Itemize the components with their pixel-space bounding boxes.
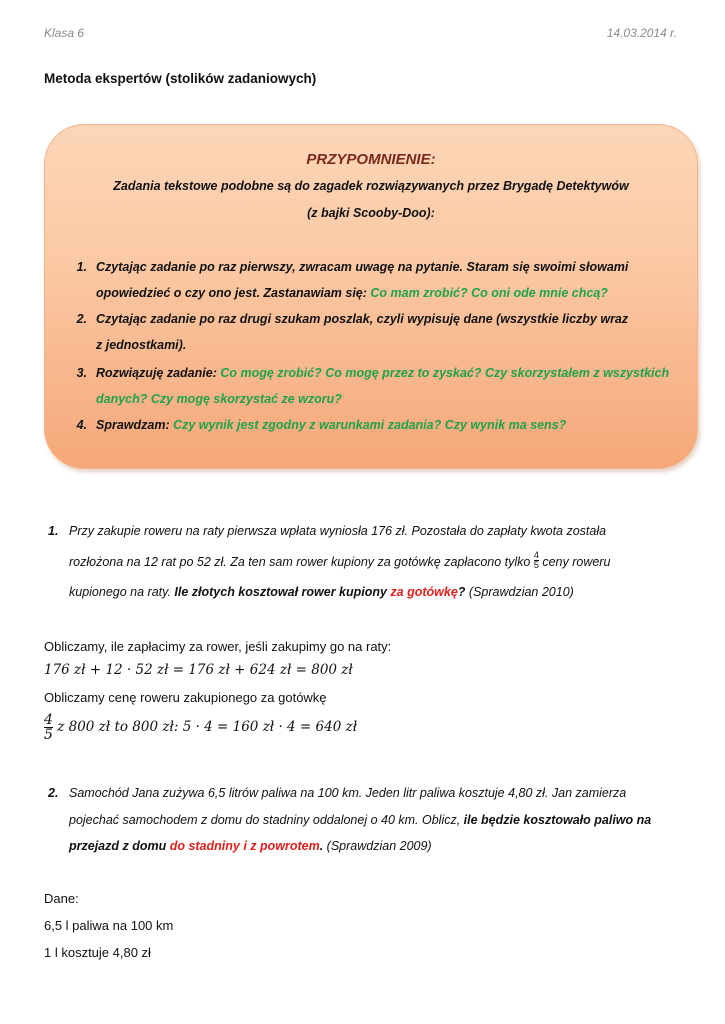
reminder-item-2-number: 2.: [76, 312, 87, 326]
reminder-item-3-question: Co mogę zrobić? Co mogę przez to zyskać? Czy skorzystałem z wszystkich: [220, 366, 670, 380]
task-2-line1: Samochód Jana zużywa 6,5 litrów paliwa na 100 km. Jeden litr paliwa kosztuje 4,80 zł. Jan zamierza: [69, 786, 627, 800]
solution-1-fraction: [44, 713, 53, 742]
task-1-line2-end: ceny roweru: [538, 555, 611, 569]
task-1-question: Ile złotych kosztował rower kupiony: [174, 585, 391, 599]
reminder-item-1-number: 1.: [76, 260, 87, 274]
reminder-item-1-line2: [96, 280, 608, 306]
date-label: 14.03.2014 r.: [606, 26, 677, 40]
solution-1-equation2: [44, 713, 357, 742]
page-title: Metoda ekspertów (stolików zadaniowych): [44, 71, 317, 86]
reminder-item-1-text: opowiedzieć o czy ono jest. Zastanawiam się:: [96, 286, 371, 300]
solution-1-equation1: 176 zł + 12 · 52 zł = 176 zł + 624 zł = 800 zł: [44, 662, 353, 678]
reminder-intro-line2: (z bajki Scooby-Doo):: [307, 206, 435, 220]
class-label: Klasa 6: [44, 26, 85, 40]
solution-1-text1: Obliczamy, ile zapłacimy za rower, jeśli zakupimy go na raty:: [44, 639, 392, 654]
task-2-question-end: .: [319, 839, 324, 853]
task-2-source: (Sprawdzian 2009): [323, 839, 432, 853]
task-2-line2-text: pojechać samochodem z domu do stadniny oddalonej o 40 km. Oblicz,: [69, 813, 464, 827]
task-1-question-mark: ?: [457, 585, 466, 599]
reminder-item-3-line2: danych? Czy mogę skorzystać ze wzoru?: [96, 392, 342, 406]
task-1-line3-text: kupionego na raty.: [69, 585, 175, 599]
task-1-question-highlight: za gotówkę: [390, 585, 458, 599]
reminder-item-3-label: Rozwiązuję zadanie:: [96, 366, 221, 380]
reminder-intro-line1: Zadania tekstowe podobne są do zagadek rozwiązywanych przez Brygadę Detektywów: [113, 179, 629, 193]
reminder-item-3-number: 3.: [76, 366, 87, 380]
reminder-heading: PRZYPOMNIENIE:: [306, 151, 436, 168]
reminder-item-2-line1: Czytając zadanie po raz drugi szukam poszlak, czyli wypisuję dane (wszystkie liczby wraz: [96, 312, 629, 326]
task-1-line2-text: rozłożona na 12 rat po 52 zł. Za ten sam rower kupiony za gotówkę zapłacono tylko: [69, 555, 534, 569]
fraction-denominator: 5: [44, 727, 53, 743]
task-2-question-highlight: do stadniny i z powrotem: [169, 839, 320, 853]
task-1-line2: [69, 549, 610, 575]
given-line1: 6,5 l paliwa na 100 km: [44, 918, 174, 933]
task-2-question-cont: przejazd z domu: [69, 839, 170, 853]
task-1-line1: Przy zakupie roweru na raty pierwsza wpłata wyniosła 176 zł. Pozostała do zapłaty kwota została: [69, 524, 607, 538]
solution-1-text2: Obliczamy cenę roweru zakupionego za gotówkę: [44, 690, 327, 705]
task-1-number: 1.: [48, 524, 59, 538]
reminder-item-4-label: Sprawdzam:: [96, 418, 174, 432]
task-2-number: 2.: [48, 786, 59, 800]
given-line2: 1 l kosztuje 4,80 zł: [44, 945, 151, 960]
reminder-item-4-question: Czy wynik jest zgodny z warunkami zadania? Czy wynik ma sens?: [173, 418, 567, 432]
given-label: Dane:: [44, 891, 79, 906]
fraction-denominator: 5: [533, 560, 539, 571]
solution-1-equation2-text: z 800 zł to 800 zł: 5 · 4 = 160 zł · 4 = 640 zł: [52, 719, 358, 735]
task-1-line3: [69, 579, 574, 605]
fraction-numerator: 4: [533, 550, 539, 561]
reminder-item-2-line2: z jednostkami).: [96, 338, 187, 352]
task-2-line2: [69, 807, 651, 833]
reminder-item-3-line1: [96, 360, 669, 386]
reminder-item-4-number: 4.: [76, 418, 87, 432]
reminder-item-1-question: Co mam zrobić? Co oni ode mnie chcą?: [370, 286, 608, 300]
reminder-item-4-line1: [96, 412, 566, 438]
task-1-source: (Sprawdzian 2010): [465, 585, 574, 599]
fraction-numerator: 4: [44, 712, 53, 728]
task-2-line3: [69, 833, 432, 859]
reminder-box: [44, 124, 698, 469]
reminder-item-1-line1: Czytając zadanie po raz pierwszy, zwracam uwagę na pytanie. Staram się swoimi słowami: [96, 260, 629, 274]
task-2-question: ile będzie kosztowało paliwo na: [463, 813, 652, 827]
